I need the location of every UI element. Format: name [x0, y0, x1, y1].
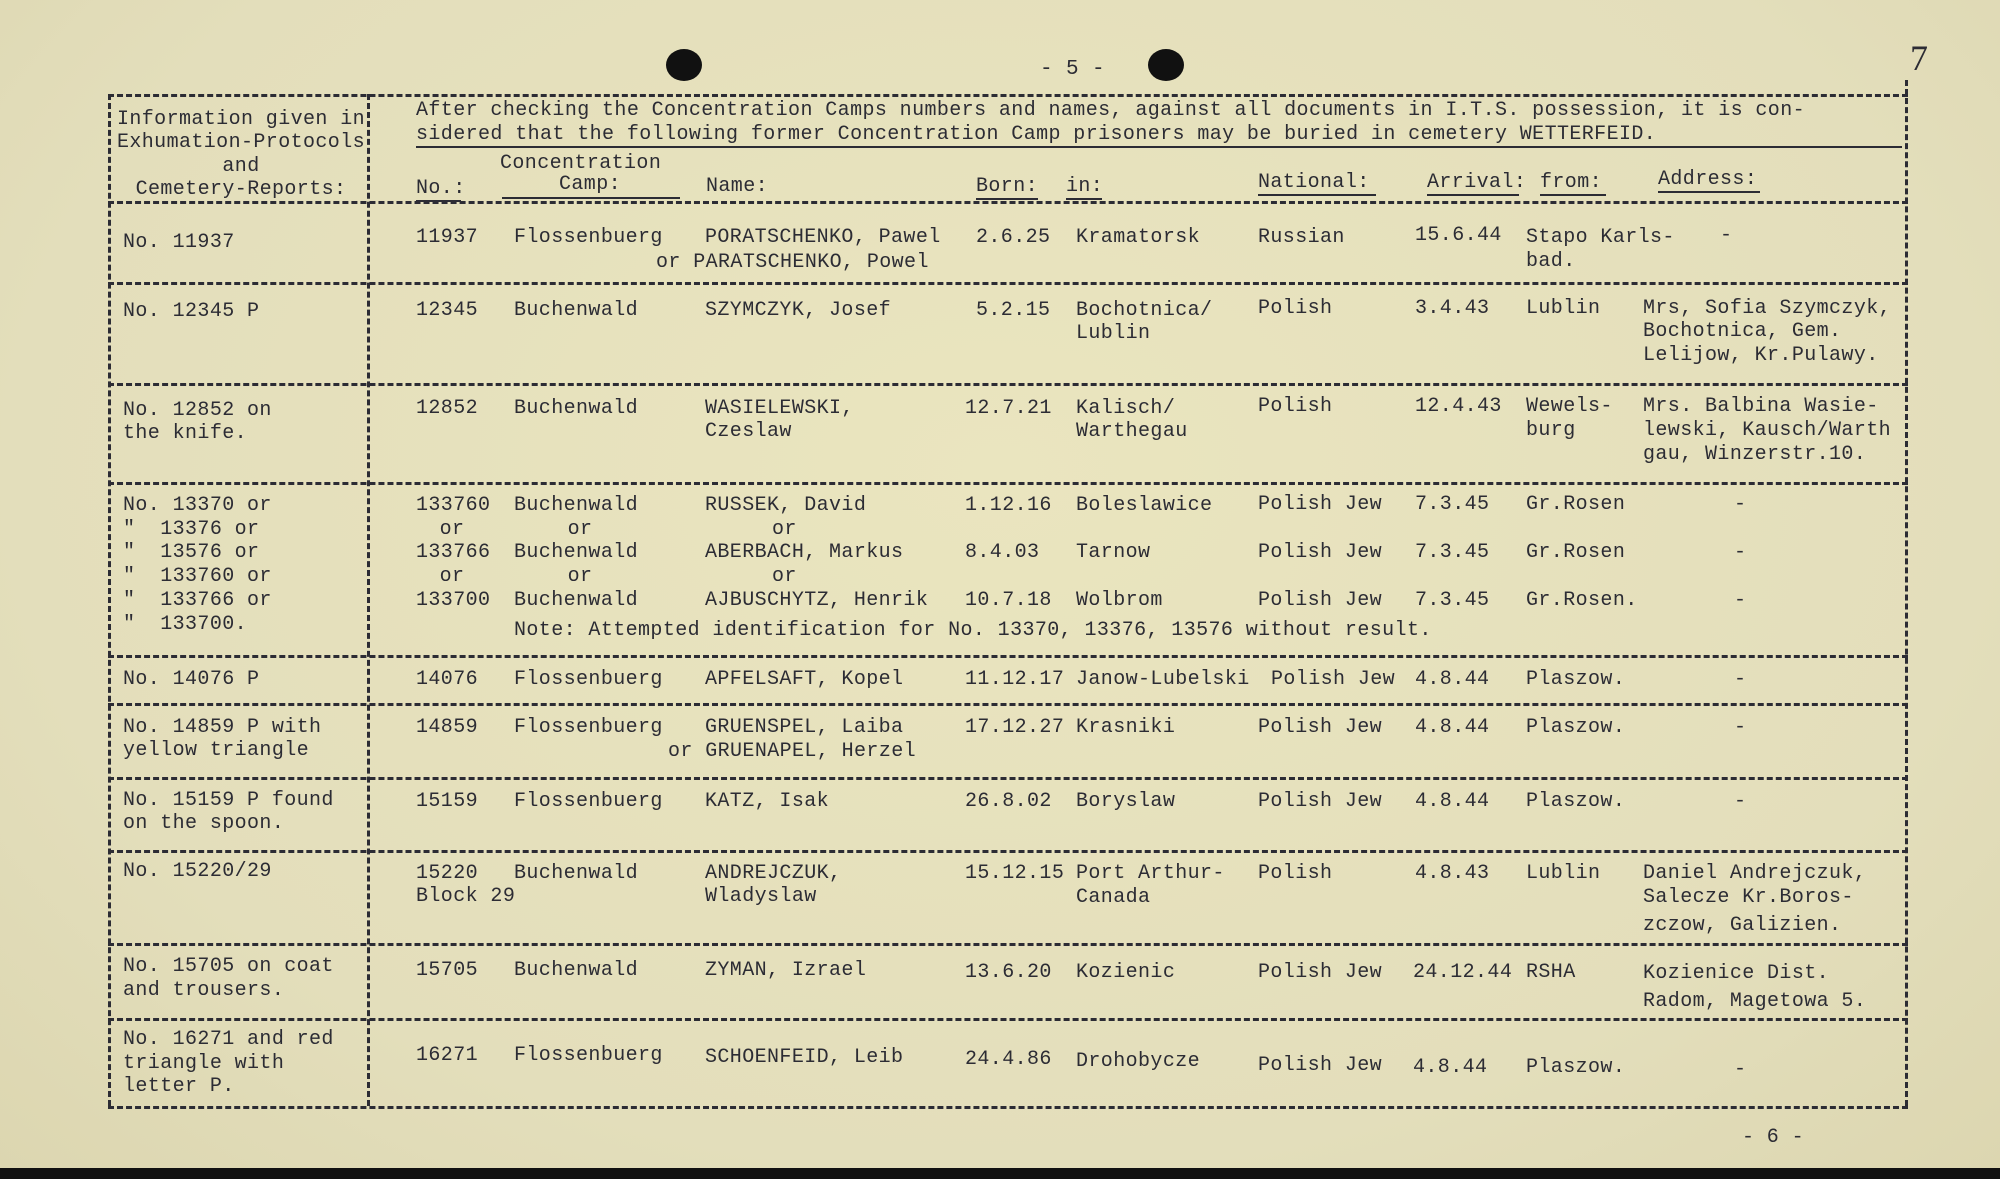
col-underline: [502, 197, 680, 199]
national-cell: Polish Jew: [1258, 1054, 1383, 1077]
no-cell: 133700: [416, 589, 491, 612]
name-cell: or GRUENAPEL, Herzel: [668, 740, 917, 763]
place-cell: Krasniki: [1076, 716, 1176, 739]
national-cell: Polish Jew: [1258, 790, 1383, 813]
table-bottom-border: [108, 1106, 1908, 1109]
from-cell: Plaszow.: [1526, 790, 1626, 813]
born-cell: 24.4.86: [965, 1048, 1052, 1071]
address-cell: Salecze Kr.Boros-: [1643, 886, 1854, 909]
info-cell: No. 12345 P: [123, 300, 260, 323]
no-cell: 14076: [416, 668, 479, 691]
punch-hole-right: [1148, 49, 1184, 81]
no-cell: or: [439, 565, 465, 588]
info-cell: " 13576 or: [123, 541, 260, 564]
from-cell: Plaszow.: [1526, 716, 1626, 739]
name-cell: or: [772, 565, 797, 588]
row-divider: [108, 703, 1908, 706]
address-cell: gau, Winzerstr.10.: [1643, 443, 1867, 466]
arrival-cell: 24.12.44: [1413, 961, 1513, 984]
address-cell: Radom, Magetowa 5.: [1643, 990, 1867, 1013]
no-cell: 133766: [416, 541, 491, 564]
identification-note: Note: Attempted identification for No. 13370, 13376, 13576 without result.: [514, 619, 1432, 642]
arrival-cell: 4.8.43: [1415, 862, 1490, 885]
row-divider: [108, 777, 1908, 780]
camp-cell: Buchenwald: [514, 589, 639, 612]
table-top-border: [108, 94, 1908, 97]
place-cell: Bochotnica/: [1076, 299, 1213, 322]
column-divider: [367, 94, 370, 1106]
place-cell: Port Arthur-: [1076, 862, 1225, 885]
no-cell: 15220: [416, 862, 479, 885]
from-cell: bad.: [1526, 250, 1576, 273]
camp-cell: Flossenbuerg: [514, 226, 663, 249]
address-cell: -: [1734, 541, 1747, 564]
address-cell: -: [1720, 224, 1733, 247]
name-cell: Czeslaw: [705, 420, 792, 443]
info-cell: " 133766 or: [123, 589, 272, 612]
place-cell: Kalisch/: [1076, 397, 1176, 420]
info-cell: " 133760 or: [123, 565, 272, 588]
no-cell: 12852: [416, 397, 479, 420]
header-info-line: Information given in: [116, 108, 366, 131]
camp-cell: Buchenwald: [514, 494, 639, 517]
camp-cell: Flossenbuerg: [514, 790, 663, 813]
punch-hole-left: [666, 49, 702, 81]
col-header-arrival: Arrival:: [1427, 171, 1527, 194]
national-cell: Polish Jew: [1258, 541, 1383, 564]
place-cell: Tarnow: [1076, 541, 1151, 564]
col-header-national: National:: [1258, 171, 1370, 194]
info-cell: No. 12852 on: [123, 399, 272, 422]
info-cell: and trousers.: [123, 979, 285, 1002]
from-cell: Gr.Rosen: [1526, 493, 1626, 516]
address-cell: -: [1734, 716, 1747, 739]
no-cell: 15705: [416, 959, 479, 982]
col-header-no: No.:: [416, 177, 466, 200]
address-cell: -: [1734, 589, 1747, 612]
name-cell: GRUENSPEL, Laiba: [705, 716, 904, 739]
no-cell: 15159: [416, 790, 479, 813]
row-divider: [108, 282, 1908, 285]
arrival-cell: 3.4.43: [1415, 297, 1490, 320]
table-header-border: [108, 201, 1908, 204]
national-cell: Polish: [1258, 395, 1333, 418]
name-cell: RUSSEK, David: [705, 494, 867, 517]
born-cell: 2.6.25: [976, 226, 1051, 249]
intro-underline: [416, 146, 1902, 148]
place-cell: Warthegau: [1076, 420, 1188, 443]
no-cell: 11937: [416, 226, 479, 249]
from-cell: burg: [1526, 419, 1576, 442]
col-header-address: Address:: [1658, 168, 1758, 191]
info-cell: on the spoon.: [123, 812, 285, 835]
from-cell: Gr.Rosen.: [1526, 589, 1638, 612]
place-cell: Canada: [1076, 886, 1151, 909]
place-cell: Kozienic: [1076, 961, 1176, 984]
arrival-cell: 4.8.44: [1415, 790, 1490, 813]
col-header-in: in:: [1066, 175, 1104, 198]
national-cell: Polish Jew: [1258, 716, 1383, 739]
row-divider: [108, 850, 1908, 853]
born-cell: 1.12.16: [965, 494, 1052, 517]
national-cell: Polish Jew: [1258, 493, 1383, 516]
info-cell: No. 14076 P: [123, 668, 260, 691]
address-cell: -: [1734, 790, 1747, 813]
col-underline: [1258, 194, 1376, 196]
address-cell: Bochotnica, Gem.: [1643, 320, 1842, 343]
arrival-cell: 7.3.45: [1415, 493, 1490, 516]
info-cell: No. 15705 on coat: [123, 955, 334, 978]
place-cell: Janow-Lubelski: [1076, 668, 1250, 691]
name-cell: SCHOENFEID, Leib: [705, 1046, 904, 1069]
from-cell: Plaszow.: [1526, 668, 1626, 691]
col-header-from: from:: [1540, 171, 1603, 194]
place-cell: Boryslaw: [1076, 790, 1176, 813]
camp-cell: or: [567, 565, 593, 588]
camp-cell: Buchenwald: [514, 541, 639, 564]
born-cell: 10.7.18: [965, 589, 1052, 612]
col-underline: [1066, 198, 1102, 200]
arrival-cell: 7.3.45: [1415, 541, 1490, 564]
table-right-border: [1905, 80, 1908, 1106]
info-cell: No. 14859 P with: [123, 716, 322, 739]
arrival-cell: 7.3.45: [1415, 589, 1490, 612]
address-cell: Lelijow, Kr.Pulawy.: [1643, 344, 1879, 367]
info-cell: the knife.: [123, 422, 248, 445]
arrival-cell: 4.8.44: [1413, 1056, 1488, 1079]
from-cell: Stapo Karls-: [1526, 226, 1675, 249]
name-cell: PORATSCHENKO, Pawel: [705, 226, 941, 249]
name-cell: Wladyslaw: [705, 885, 817, 908]
row-divider: [108, 943, 1908, 946]
no-cell: 16271: [416, 1044, 479, 1067]
place-cell: Drohobycze: [1076, 1050, 1201, 1073]
row-divider: [108, 482, 1908, 485]
name-cell: ZYMAN, Izrael: [705, 959, 867, 982]
col-underline: [1540, 194, 1606, 196]
header-info-line: and: [222, 155, 260, 178]
address-cell: -: [1734, 1058, 1747, 1081]
born-cell: 15.12.15: [965, 862, 1065, 885]
address-cell: -: [1734, 668, 1747, 691]
row-divider: [108, 655, 1908, 658]
info-cell: No. 11937: [123, 231, 235, 254]
address-cell: Mrs, Sofia Szymczyk,: [1643, 297, 1892, 320]
col-header-camp: Camp:: [558, 173, 621, 196]
name-cell: or: [772, 518, 797, 541]
from-cell: Wewels-: [1526, 395, 1613, 418]
address-cell: Kozienice Dist.: [1643, 962, 1830, 985]
info-cell: triangle with: [123, 1052, 285, 1075]
name-cell: AJBUSCHYTZ, Henrik: [705, 589, 929, 612]
info-cell: No. 13370 or: [123, 494, 272, 517]
address-cell: lewski, Kausch/Warth: [1643, 419, 1892, 442]
arrival-cell: 4.8.44: [1415, 716, 1490, 739]
no-cell: 133760: [416, 494, 491, 517]
info-cell: No. 15220/29: [123, 860, 272, 883]
from-cell: Plaszow.: [1526, 1056, 1626, 1079]
address-cell: zczow, Galizien.: [1643, 914, 1842, 937]
national-cell: Polish: [1258, 862, 1333, 885]
info-cell: " 133700.: [123, 613, 248, 636]
national-cell: Polish Jew: [1271, 668, 1396, 691]
arrival-cell: 12.4.43: [1415, 395, 1502, 418]
no-cell: Block 29: [416, 885, 516, 908]
name-cell: ABERBACH, Markus: [705, 541, 904, 564]
from-cell: Gr.Rosen: [1526, 541, 1626, 564]
col-underline: [416, 200, 461, 202]
camp-cell: Flossenbuerg: [514, 668, 663, 691]
col-header-born: Born:: [976, 175, 1039, 198]
col-underline: [1427, 194, 1519, 196]
name-cell: ANDREJCZUK,: [705, 862, 842, 885]
camp-cell: Buchenwald: [514, 397, 639, 420]
arrival-cell: 4.8.44: [1415, 668, 1490, 691]
col-underline: [976, 198, 1038, 200]
camp-cell: Flossenbuerg: [514, 716, 663, 739]
from-cell: RSHA: [1526, 961, 1576, 984]
name-cell: SZYMCZYK, Josef: [705, 299, 892, 322]
place-cell: Lublin: [1076, 322, 1151, 345]
national-cell: Polish Jew: [1258, 589, 1383, 612]
from-cell: Lublin: [1526, 862, 1601, 885]
national-cell: Russian: [1258, 226, 1345, 249]
row-divider: [108, 383, 1908, 386]
national-cell: Polish Jew: [1258, 961, 1383, 984]
col-header-concentration: Concentration: [500, 152, 662, 175]
name-cell: KATZ, Isak: [705, 790, 830, 813]
national-cell: Polish: [1258, 297, 1333, 320]
no-cell: 12345: [416, 299, 479, 322]
col-header-name: Name:: [706, 175, 769, 198]
page-number-top: - 5 -: [1040, 58, 1106, 81]
info-cell: " 13376 or: [123, 518, 260, 541]
born-cell: 5.2.15: [976, 299, 1051, 322]
camp-cell: Buchenwald: [514, 959, 639, 982]
page-number-bottom: - 6 -: [1742, 1126, 1805, 1149]
no-cell: 14859: [416, 716, 479, 739]
table-left-border: [108, 94, 111, 1106]
born-cell: 17.12.27: [965, 716, 1065, 739]
camp-cell: Buchenwald: [514, 862, 639, 885]
address-cell: -: [1734, 493, 1747, 516]
born-cell: 12.7.21: [965, 397, 1052, 420]
born-cell: 11.12.17: [965, 668, 1065, 691]
camp-cell: Buchenwald: [514, 299, 639, 322]
place-cell: Boleslawice: [1076, 494, 1213, 517]
info-cell: No. 15159 P found: [123, 789, 334, 812]
no-cell: or: [439, 518, 465, 541]
born-cell: 13.6.20: [965, 961, 1052, 984]
born-cell: 8.4.03: [965, 541, 1040, 564]
camp-cell: or: [567, 518, 593, 541]
from-cell: Lublin: [1526, 297, 1601, 320]
scan-edge: [0, 1168, 2000, 1179]
place-cell: Kramatorsk: [1076, 226, 1201, 249]
place-cell: Wolbrom: [1076, 589, 1163, 612]
born-cell: 26.8.02: [965, 790, 1052, 813]
name-cell: APFELSAFT, Kopel: [705, 668, 904, 691]
header-info-line: Cemetery-Reports:: [135, 178, 347, 201]
header-info-line: Exhumation-Protocols: [116, 131, 366, 154]
intro-line: sidered that the following former Concentration Camp prisoners may be buried in cemetery WETTERFEID.: [416, 123, 1657, 146]
arrival-cell: 15.6.44: [1415, 224, 1502, 247]
name-cell: or PARATSCHENKO, Powel: [656, 251, 929, 274]
address-cell: Daniel Andrejczuk,: [1643, 862, 1867, 885]
camp-cell: Flossenbuerg: [514, 1044, 663, 1067]
page-number-corner: 7: [1910, 38, 1929, 78]
col-underline: [1658, 191, 1760, 193]
name-cell: WASIELEWSKI,: [705, 397, 854, 420]
info-cell: yellow triangle: [123, 739, 310, 762]
row-divider: [108, 1018, 1908, 1021]
intro-line: After checking the Concentration Camps numbers and names, against all documents in I.T.S. possession, it is con-: [416, 99, 1806, 122]
address-cell: Mrs. Balbina Wasie-: [1643, 395, 1879, 418]
info-cell: letter P.: [123, 1075, 235, 1098]
info-cell: No. 16271 and red: [123, 1028, 334, 1051]
